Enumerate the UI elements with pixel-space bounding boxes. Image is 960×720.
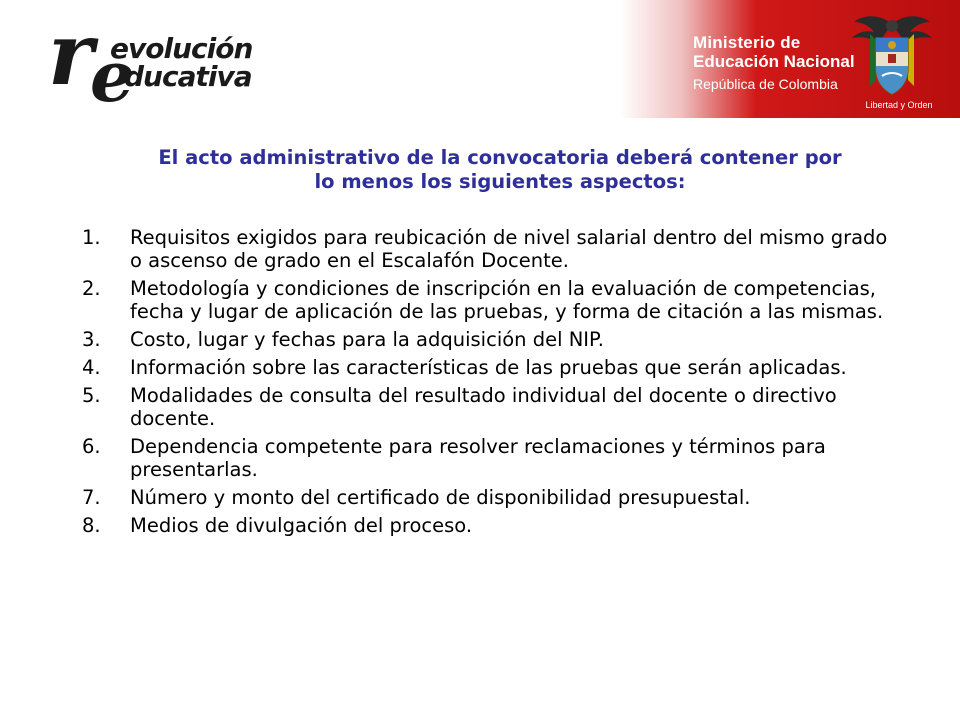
list-item-text: Metodología y condiciones de inscripción en la evaluación de competencias, fecha y lugar de aplicación de las pruebas, y forma de citación a las mismas. [130, 277, 884, 323]
list-item [82, 514, 892, 537]
ministry-line-2: Educación Nacional [693, 52, 855, 71]
revolucion-educativa-logo [38, 4, 298, 118]
list-item-text: Requisitos exigidos para reubicación de nivel salarial dentro del mismo grado o ascenso de grado en el Escalafón Docente. [130, 226, 888, 272]
list-item-text: Información sobre las características de las pruebas que serán aplicadas. [130, 356, 847, 379]
requirements-list [82, 226, 892, 542]
list-item-text: Dependencia competente para resolver reclamaciones y términos para presentarlas. [130, 435, 826, 481]
list-item [82, 486, 892, 509]
header [0, 0, 960, 118]
list-item-text: Costo, lugar y fechas para la adquisición del NIP. [130, 328, 604, 351]
list-item-number: 6. [82, 435, 101, 458]
ministry-banner [620, 0, 960, 118]
colombia-coat-of-arms-icon [842, 10, 942, 100]
list-item [82, 328, 892, 351]
list-item-text: Medios de divulgación del proceso. [130, 514, 473, 537]
logo-word-educativa: ducativa [124, 60, 252, 93]
logo-initial-r: r [48, 4, 92, 105]
list-item-text: Modalidades de consulta del resultado individual del docente o directivo docente. [130, 384, 837, 430]
logo-word-revolucion: evolución [110, 32, 253, 65]
list-item-number: 4. [82, 356, 101, 379]
logo-initial-e: e [90, 35, 135, 118]
list-item-number: 8. [82, 514, 101, 537]
list-item-number: 2. [82, 277, 101, 300]
ministry-line-3: República de Colombia [693, 76, 838, 92]
list-item-number: 5. [82, 384, 101, 407]
ministry-line-1: Ministerio de [693, 33, 801, 52]
list-item [82, 435, 892, 481]
slide-title: El acto administrativo de la convocatoria deberá contener por lo menos los siguientes aspectos: [158, 146, 842, 193]
ministry-motto: Libertad y Orden [865, 100, 933, 110]
list-item-text: Número y monto del certificado de disponibilidad presupuestal. [130, 486, 751, 509]
list-item [82, 226, 892, 272]
list-item [82, 384, 892, 430]
list-item [82, 277, 892, 323]
list-item-number: 1. [82, 226, 101, 249]
list-item-number: 3. [82, 328, 101, 351]
list-item [82, 356, 892, 379]
list-item-number: 7. [82, 486, 101, 509]
